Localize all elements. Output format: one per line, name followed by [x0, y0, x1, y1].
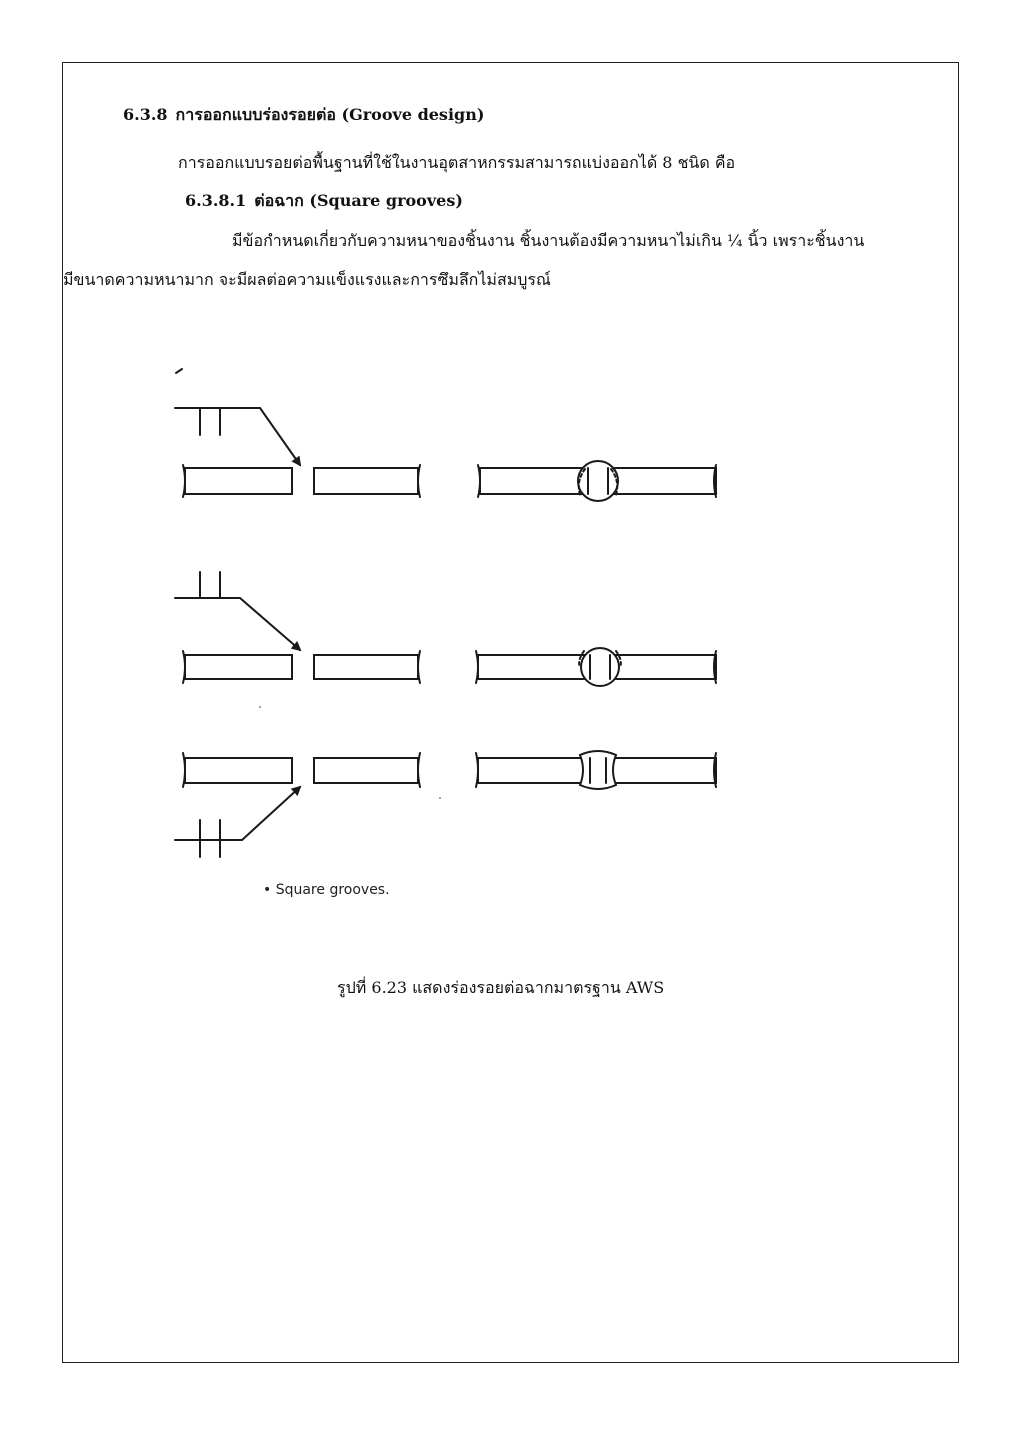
welded-joint-row-3 [476, 751, 716, 789]
body-paragraph-line-2: มีขนาดความหนามาก จะมีผลต่อความแข็งแรงและการซึมลึกไม่สมบูรณ์ [63, 270, 551, 289]
welded-joint-row-1 [478, 461, 716, 501]
stray-dot [259, 706, 261, 708]
subsection-title: ต่อฉาก (Square grooves) [254, 191, 463, 210]
section-title: การออกแบบร่องรอยต่อ (Groove design) [175, 105, 485, 124]
stray-dot [439, 797, 441, 799]
subsection-heading [185, 190, 463, 212]
joint-plates-row-1 [183, 465, 420, 497]
joint-plates-row-3 [183, 753, 420, 787]
joint-plates-row-2 [183, 651, 420, 683]
body-paragraph-line-1: มีข้อกำหนดเกี่ยวกับความหนาของชิ้นงาน ชิ้นงานต้องมีความหนาไม่เกิน ¼ นิ้ว เพราะชิ้นงาน [232, 231, 865, 250]
intro-paragraph: การออกแบบรอยต่อพื้นฐานที่ใช้ในงานอุตสาหกรรมสามารถแบ่งออกได้ 8 ชนิด คือ [178, 153, 736, 172]
stray-mark [176, 369, 182, 373]
section-heading [123, 104, 484, 126]
figure-caption: รูปที่ 6.23 แสดงร่องรอยต่อฉากมาตรฐาน AWS [337, 978, 665, 997]
weld-symbol-both-sides [175, 787, 300, 857]
weld-symbol-other-side [175, 572, 300, 650]
weld-symbol-arrow-side [175, 408, 300, 465]
welded-joint-row-2 [476, 648, 716, 686]
subsection-number: 6.3.8.1 [185, 191, 247, 210]
figure-bullet-label: • Square grooves. [263, 882, 390, 898]
section-number: 6.3.8 [123, 105, 168, 124]
square-groove-drawing [160, 355, 750, 915]
square-groove-figure [160, 355, 750, 915]
